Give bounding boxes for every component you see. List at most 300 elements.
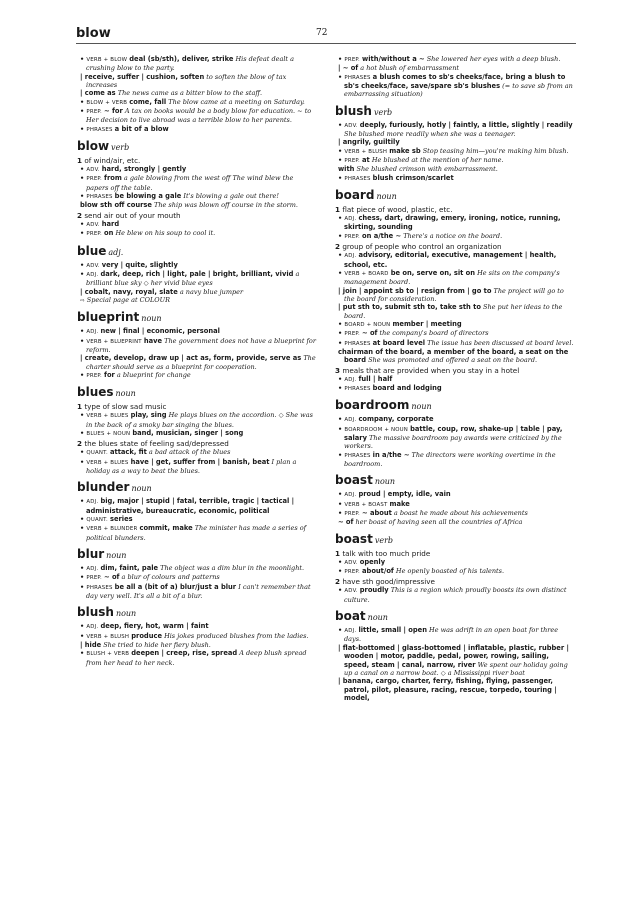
entry-headword-line — [335, 398, 575, 412]
example-text: She was promoted and offered a seat on the board. — [368, 356, 538, 365]
headword: blow — [77, 139, 110, 154]
grammar-label: ADV. — [344, 122, 358, 129]
example-text: She blushed crimson with embarrassment. — [356, 165, 498, 174]
example-text: a brilliant blue sky ◇ her vivid blue eyes — [86, 269, 300, 288]
collocation-item — [335, 174, 575, 183]
collocation-item — [77, 327, 317, 336]
sense-definition — [77, 156, 317, 165]
collocates: make sb — [389, 146, 421, 155]
bullet-icon: • — [338, 424, 345, 433]
grammar-label: ADJ. — [86, 329, 99, 336]
collocates: | put sth to, submit sth to, take sth to — [338, 303, 481, 312]
grammar-label: PHRASES — [344, 74, 371, 81]
example-text: His jokes produced blushes from the ladies. — [164, 631, 309, 640]
grammar-label: PHRASES — [344, 452, 371, 459]
example-text: a boast he made about his achievements — [393, 509, 528, 518]
collocation-item — [335, 384, 575, 393]
collocates: member | meeting — [392, 319, 462, 328]
sense-number: 2 — [77, 439, 83, 449]
grammar-label: ADJ. — [344, 492, 357, 499]
collocates: have | get, suffer from | banish, beat — [130, 457, 270, 466]
collocates: full | half — [358, 374, 393, 383]
entry-headword-line — [335, 104, 575, 118]
example-text: her boast of having seen all the countries of Africa — [355, 518, 523, 527]
collocates: at — [362, 156, 370, 165]
sense-definition — [77, 439, 317, 448]
dictionary-entry — [77, 55, 317, 134]
collocates: battle, coup, row, shake-up | table | pay, salary — [344, 424, 563, 442]
sense-definition — [335, 577, 575, 586]
collocation-item — [335, 415, 575, 424]
bullet-icon: • — [338, 415, 345, 424]
collocation-item — [77, 622, 317, 631]
collocation-item — [77, 192, 317, 201]
collocation-item — [335, 320, 575, 329]
collocates: proudly — [359, 586, 389, 595]
collocates: | hide — [80, 641, 102, 650]
collocates: blush crimson/scarlet — [372, 173, 454, 182]
example-text: He blew on his soup to cool it. — [115, 229, 216, 238]
part-of-speech: verb — [374, 535, 394, 545]
example-text: a blur of colours and patterns — [121, 573, 220, 582]
example-text: There's a notice on the board. — [403, 231, 503, 240]
grammar-label: ADV. — [86, 262, 100, 269]
grammar-label: PREP. — [344, 331, 360, 338]
collocates: be blowing a gale — [114, 192, 182, 201]
example-text: The blow came at a meeting on Saturday. — [168, 97, 305, 106]
example-text: (= to save sb from an embarrassing situation) — [344, 82, 573, 99]
left-column — [77, 55, 317, 672]
grammar-label: BLUES + NOUN — [86, 430, 131, 437]
bullet-icon: • — [338, 120, 345, 129]
bullet-icon: • — [338, 338, 345, 347]
grammar-label: ADJ. — [86, 271, 99, 278]
collocation-item — [335, 55, 575, 64]
collocation-item — [335, 339, 575, 348]
grammar-label: ADV. — [344, 559, 358, 566]
collocates: | banana, cargo, charter, ferry, fishing, flying, passenger, patrol, pilot, pleasure, racing, rescue, torpedo, touring | model, — [338, 677, 557, 702]
sense-text: of wind/air, etc. — [84, 156, 141, 166]
bullet-icon: • — [338, 156, 345, 165]
collocation-item — [335, 121, 575, 139]
example-text: The issue has been discussed at board level. — [427, 338, 574, 347]
example-text: She tried to hide her fiery blush. — [103, 641, 211, 650]
grammar-label: ADJ. — [344, 253, 357, 260]
collocation-item — [335, 147, 575, 156]
part-of-speech: noun — [367, 613, 388, 623]
collocates: new | final | economic, personal — [100, 327, 220, 336]
grammar-label: PREP. — [86, 109, 102, 116]
collocation-item — [77, 411, 317, 429]
collocation-item — [77, 515, 317, 524]
entry-headword-line — [335, 609, 575, 623]
bullet-icon: • — [80, 192, 87, 201]
grammar-label: VERB + BLUSH — [86, 633, 130, 640]
grammar-label: ADJ. — [344, 417, 357, 424]
example-text: He openly boasted of his talents. — [395, 567, 505, 576]
running-header — [76, 26, 576, 44]
grammar-label: ADV. — [344, 588, 358, 595]
grammar-label: VERB + BLOW — [86, 57, 128, 63]
collocates: have — [143, 336, 163, 345]
sense-number: 2 — [335, 577, 341, 587]
grammar-label: PHRASES — [344, 340, 371, 347]
collocates: hard — [101, 219, 120, 228]
collocation-item — [77, 229, 317, 238]
entry-headword-line — [335, 473, 575, 487]
collocates: with/without a ~ — [362, 55, 425, 63]
bullet-icon: • — [80, 573, 87, 582]
example-text: Special page at COLOUR — [86, 295, 170, 304]
grammar-label: PREP. — [344, 511, 360, 518]
sense-definition — [77, 211, 317, 220]
dictionary-entry — [335, 55, 575, 99]
example-text: a hot blush of embarrassment — [360, 64, 460, 73]
bullet-icon: • — [338, 146, 345, 155]
example-text: It's blowing a gale out there! — [183, 192, 279, 201]
dictionary-entry — [335, 104, 575, 183]
headword: blueprint — [77, 310, 140, 325]
collocation-item — [335, 451, 575, 469]
sense-number: 2 — [77, 210, 83, 220]
collocation-item — [77, 564, 317, 573]
bullet-icon: • — [80, 327, 87, 336]
grammar-label: ADJ. — [344, 628, 357, 635]
dictionary-entry — [335, 473, 575, 526]
grammar-label: QUANT. — [86, 517, 108, 524]
headword: boast — [335, 473, 373, 488]
collocates: ~ for — [104, 107, 123, 116]
collocation-item — [77, 73, 317, 90]
grammar-label: ADV. — [86, 221, 100, 228]
dictionary-entry — [77, 547, 317, 600]
collocation-item — [77, 337, 317, 355]
example-text: This is a region which proudly boosts its own distinct culture. — [344, 586, 567, 604]
bullet-icon: • — [80, 428, 87, 437]
headword: blues — [77, 385, 114, 400]
collocation-item — [335, 425, 575, 451]
bullet-icon: • — [80, 165, 87, 174]
collocates: ~ of — [362, 329, 378, 338]
collocates: from — [104, 174, 122, 183]
collocates: a bit of a blow — [114, 124, 169, 133]
bullet-icon: • — [338, 329, 345, 338]
entry-headword-line — [77, 480, 317, 494]
collocates: for — [104, 370, 115, 379]
headword: blunder — [77, 480, 130, 495]
collocates: commit, make — [139, 524, 193, 533]
part-of-speech: noun — [411, 402, 432, 412]
collocation-item — [335, 509, 575, 518]
bullet-icon: • — [80, 649, 87, 658]
collocation-item — [77, 524, 317, 542]
collocation-item — [77, 497, 317, 515]
collocation-item — [335, 165, 575, 173]
bullet-icon: • — [80, 622, 87, 631]
grammar-label: PREP. — [344, 57, 360, 63]
bullet-icon: • — [80, 174, 87, 183]
bullet-icon: • — [80, 411, 87, 420]
headword: boat — [335, 609, 366, 624]
collocates: chairman of the board, a member of the board, a seat on the board — [338, 347, 569, 365]
dictionary-entry — [77, 385, 317, 475]
bullet-icon: • — [80, 457, 87, 466]
example-text: I plan a holiday as a way to beat the blues. — [86, 457, 297, 475]
entry-headword-line — [335, 188, 575, 202]
entry-headword-line — [77, 139, 317, 153]
collocates: be on, serve on, sit on — [390, 268, 476, 277]
collocates: deepen | creep, rise, spread — [131, 649, 238, 658]
grammar-label: BOARDROOM + NOUN — [344, 426, 409, 433]
grammar-label: PREP. — [344, 233, 360, 240]
grammar-label: ADJ. — [86, 624, 99, 631]
bullet-icon: • — [338, 586, 345, 595]
headword: blur — [77, 547, 105, 562]
collocates: produce — [131, 631, 162, 640]
header-guide-word: blow — [76, 26, 111, 41]
dictionary-entry — [335, 398, 575, 468]
grammar-label: VERB + BLUSH — [344, 148, 388, 155]
bullet-icon: • — [338, 557, 345, 566]
collocates: series — [109, 515, 133, 524]
example-text: The charter should serve as a blueprint for cooperation. — [86, 354, 316, 371]
collocation-item — [77, 98, 317, 107]
collocation-item — [77, 448, 317, 457]
collocation-item — [335, 626, 575, 644]
sense-text: send air out of your mouth — [84, 210, 181, 220]
collocation-item — [335, 329, 575, 338]
example-text: Stop teasing him—you're making him blush. — [422, 146, 569, 155]
collocates: play, sing — [130, 411, 167, 420]
bullet-icon: • — [80, 97, 87, 106]
example-text: We spent our holiday going up a canal on a narrow boat. ◇ a Mississippi river boat — [344, 660, 568, 677]
grammar-label: VERB + BOAST — [344, 501, 388, 508]
sense-definition — [335, 242, 575, 251]
bullet-icon: • — [80, 582, 87, 591]
entry-headword-line — [77, 547, 317, 561]
grammar-label: PHRASES — [86, 194, 113, 201]
example-text: to soften the blow of tax increases — [86, 72, 287, 90]
collocates: on — [104, 229, 114, 238]
collocation-item — [335, 500, 575, 509]
collocation-item — [335, 644, 575, 677]
grammar-label: PREP. — [86, 372, 102, 379]
collocation-item — [335, 586, 575, 604]
collocates: | cobalt, navy, royal, slate — [80, 287, 178, 296]
collocates: | flat-bottomed | glass-bottomed | inflatable, plastic, rubber | wooden | motor, paddle, pedal, power, rowing, sailing, speed, steam | canal, narrow, river — [338, 643, 569, 669]
collocation-item — [77, 296, 317, 305]
bullet-icon: • — [338, 499, 345, 508]
collocates: | join | appoint sb to | resign from | go to — [338, 286, 492, 295]
bullet-icon: • — [80, 631, 87, 640]
example-text: He plays blues on the accordion. ◇ She was in the back of a smoky bar singing the blues. — [86, 411, 313, 429]
collocation-item — [77, 201, 317, 209]
collocation-item — [335, 73, 575, 99]
collocation-item — [335, 558, 575, 567]
part-of-speech: noun — [115, 609, 137, 619]
collocation-item — [335, 251, 575, 269]
sense-text: meals that are provided when you stay in a hotel — [342, 365, 520, 375]
collocation-item — [77, 55, 317, 73]
example-text: a navy blue jumper — [179, 287, 244, 296]
grammar-label: ⇨ — [80, 297, 85, 304]
collocation-item — [77, 270, 317, 288]
collocates: ~ of — [104, 573, 120, 582]
bullet-icon: • — [80, 229, 87, 238]
bullet-icon: • — [338, 72, 345, 81]
bullet-icon: • — [338, 214, 345, 223]
grammar-label: PREP. — [344, 569, 360, 576]
grammar-label: VERB + BLUNDER — [86, 526, 138, 533]
example-text: The ship was blown off course in the storm. — [154, 201, 298, 210]
grammar-label: ADJ. — [86, 566, 99, 573]
grammar-label: PHRASES — [344, 175, 371, 182]
collocation-item — [77, 371, 317, 380]
dictionary-entry — [335, 188, 575, 393]
collocation-item — [335, 677, 575, 702]
collocates: deal (sb/sth), deliver, strike — [129, 55, 234, 63]
collocates: at board level — [372, 338, 426, 347]
collocation-item — [335, 287, 575, 304]
collocation-item — [77, 107, 317, 125]
bullet-icon: • — [338, 383, 345, 392]
part-of-speech: noun — [106, 551, 127, 561]
page-number: 72 — [316, 28, 328, 38]
grammar-label: ADJ. — [344, 216, 357, 223]
bullet-icon: • — [80, 564, 87, 573]
bullet-icon: • — [338, 319, 345, 328]
grammar-label: VERB + BLUEPRINT — [86, 338, 142, 345]
sense-text: group of people who control an organization — [342, 242, 502, 252]
entry-headword-line — [77, 385, 317, 399]
bullet-icon: • — [338, 268, 345, 277]
part-of-speech: noun — [376, 192, 397, 202]
dictionary-entry — [77, 310, 317, 380]
example-text: He was adrift in an open boat for three days. — [344, 626, 559, 644]
grammar-label: PHRASES — [344, 385, 371, 392]
collocates: proud | empty, idle, vain — [358, 490, 451, 499]
headword: boast — [335, 531, 373, 546]
headword: blue — [77, 243, 107, 258]
part-of-speech: noun — [374, 477, 396, 487]
bullet-icon: • — [338, 567, 345, 576]
headword: blush — [77, 605, 114, 620]
collocation-item — [335, 490, 575, 499]
sense-definition — [335, 205, 575, 214]
dictionary-entry — [77, 139, 317, 238]
example-text: The government does not have a blueprint for reform. — [86, 336, 316, 354]
example-text: He blushed at the mention of her name. — [371, 156, 504, 165]
collocation-item — [335, 269, 575, 287]
example-text: The massive boardroom pay awards were criticized by the workers. — [344, 434, 562, 451]
collocates: | create, develop, draw up | act as, form, provide, serve as — [80, 354, 302, 363]
part-of-speech: verb — [373, 107, 393, 117]
part-of-speech: noun — [141, 314, 162, 324]
collocation-item — [77, 632, 317, 641]
collocation-item — [335, 348, 575, 365]
grammar-label: ADJ. — [86, 499, 99, 506]
collocation-item — [77, 288, 317, 296]
example-text: a gale blowing from the west off The wind blew the papers off the table. — [86, 174, 294, 192]
sense-number: 2 — [335, 242, 341, 252]
collocation-item — [77, 261, 317, 270]
example-text: A tax on books would be a body blow for education. ~ to Her decision to live abroad was a terrible blow to her parents. — [86, 107, 312, 125]
collocates: advisory, editorial, executive, management | health, school, etc. — [344, 251, 557, 269]
bullet-icon: • — [338, 231, 345, 240]
collocation-item — [335, 214, 575, 232]
example-text: A deep blush spread from her head to her neck. — [86, 649, 307, 667]
example-text: The directors were working overtime in the boardroom. — [344, 450, 556, 469]
example-text: a bad attack of the blues — [148, 448, 231, 457]
collocation-item — [77, 220, 317, 229]
bullet-icon: • — [338, 450, 345, 459]
bullet-icon: • — [338, 509, 345, 518]
example-text: He sits on the company's management board. — [344, 268, 560, 287]
collocation-item — [77, 174, 317, 192]
collocation-item — [77, 89, 317, 97]
grammar-label: QUANT. — [86, 450, 108, 457]
grammar-label: PHRASES — [86, 584, 113, 591]
collocates: attack, fit — [109, 448, 147, 457]
headword: boardroom — [335, 398, 410, 413]
example-text: The minister has made a series of political blunders. — [86, 524, 307, 542]
collocates: make — [389, 499, 410, 508]
grammar-label: ADJ. — [344, 376, 357, 383]
grammar-label: PREP. — [344, 158, 360, 165]
right-column — [335, 55, 575, 707]
dictionary-entry — [77, 605, 317, 667]
collocates: about/of — [362, 567, 394, 576]
collocation-item — [335, 518, 575, 526]
bullet-icon: • — [80, 269, 87, 278]
collocates: chess, dart, drawing, emery, ironing, notice, running, skirting, sounding — [344, 214, 561, 232]
entry-headword-line — [335, 532, 575, 546]
collocation-item — [77, 354, 317, 371]
part-of-speech: noun — [115, 389, 136, 399]
grammar-label: BLOW + VERB — [86, 99, 128, 106]
grammar-label: BOARD + NOUN — [344, 321, 391, 328]
collocates: board and lodging — [372, 383, 442, 392]
collocates: with — [338, 165, 355, 174]
dictionary-entry — [335, 532, 575, 604]
dictionary-entry — [77, 244, 317, 306]
collocates: | angrily, guiltily — [338, 138, 400, 147]
bullet-icon: • — [338, 490, 345, 499]
collocates: in a/the ~ — [372, 450, 410, 459]
collocates: deeply, furiously, hotly | faintly, a little, slightly | readily — [359, 120, 573, 129]
collocates: dark, deep, rich | light, pale | bright, brilliant, vivid — [100, 269, 294, 278]
sense-text: type of slow sad music — [84, 402, 167, 412]
collocation-item — [77, 641, 317, 649]
example-text: She blushed more readily when she was a teenager. — [344, 130, 516, 139]
bullet-icon: • — [80, 524, 87, 533]
sense-definition — [335, 549, 575, 558]
example-text: The object was a dim blur in the moonlight. — [160, 564, 305, 573]
bullet-icon: • — [80, 336, 87, 345]
bullet-icon: • — [80, 124, 87, 133]
collocation-item — [335, 303, 575, 320]
example-text: a blueprint for change — [116, 370, 191, 379]
entry-headword-line — [77, 310, 317, 324]
bullet-icon: • — [80, 260, 87, 269]
sense-number: 1 — [335, 548, 341, 558]
grammar-label: PHRASES — [86, 126, 113, 133]
grammar-label: VERB + BLUES — [86, 413, 129, 420]
collocates: big, major | stupid | fatal, terrible, tragic | tactical | administrative, bureaucratic, economic, political — [86, 497, 295, 515]
collocation-item — [77, 573, 317, 582]
collocates: company, corporate — [358, 415, 434, 424]
part-of-speech: verb — [111, 143, 130, 153]
